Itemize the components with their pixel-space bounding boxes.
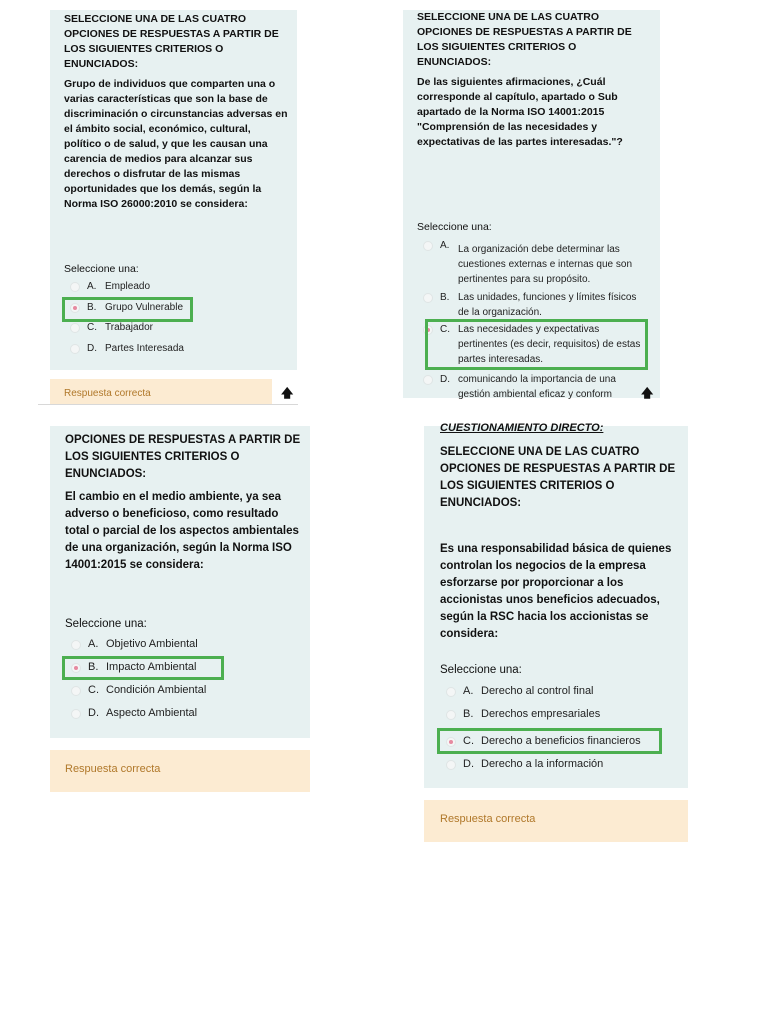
arrow-up-icon[interactable]: 🡅 bbox=[281, 386, 294, 400]
question-header: SELECCIONE UNA DE LAS CUATRO OPCIONES DE RESPUESTAS A PARTIR DE LOS SIGUIENTES CRITERIOS O ENUNCIADOS: bbox=[417, 11, 632, 68]
question-text: Es una responsabilidad básica de quienes controlan los negocios de la empresa esforzarse por proporcionar a los accionistas unos beneficios adecuados, según la RSC hacia los accionistas se considera: bbox=[440, 543, 672, 640]
option-c[interactable]: C. Condición Ambiental bbox=[71, 683, 206, 698]
radio-button[interactable] bbox=[423, 293, 433, 303]
feedback-box bbox=[50, 750, 310, 792]
option-c[interactable]: C. Derecho a beneficios financieros bbox=[446, 734, 641, 749]
question-card-3 bbox=[50, 426, 310, 738]
radio-button[interactable] bbox=[71, 640, 81, 650]
select-label: Seleccione una: bbox=[64, 263, 139, 275]
option-b[interactable]: B. Derechos empresariales bbox=[446, 707, 600, 722]
radio-button[interactable] bbox=[70, 344, 80, 354]
question-header: OPCIONES DE RESPUESTAS A PARTIR DE LOS SIGUIENTES CRITERIOS O ENUNCIADOS: bbox=[65, 434, 301, 480]
answer-highlight bbox=[62, 656, 224, 680]
radio-button[interactable] bbox=[70, 323, 80, 333]
divider bbox=[38, 404, 298, 405]
option-a[interactable]: A. Derecho al control final bbox=[446, 684, 594, 699]
option-c[interactable]: C. Las necesidades y expectativas pertinentes (es decir, requisitos) de estas partes interesadas. bbox=[423, 322, 645, 367]
radio-button[interactable] bbox=[71, 709, 81, 719]
option-d[interactable]: D. comunicando la importancia de una gestión ambiental eficaz y conform bbox=[423, 372, 633, 402]
option-c[interactable]: C. Trabajador bbox=[70, 320, 153, 335]
question-text: El cambio en el medio ambiente, ya sea adverso o beneficioso, como resultado total o parcial de los aspectos ambientales de una organización, según la Norma ISO 14001:2015 se considera: bbox=[65, 491, 299, 571]
question-text: Grupo de individuos que comparten una o varias características que son la base de discriminación o circunstancias adversas en el ámbito social, económico, cultural, político o de salud, y que les causan una carencia de medios para alcanzar sus derechos o disfrutar de las mismas oportunidades que los demás, según la Norma ISO 26000:2010 se considera: bbox=[64, 78, 288, 210]
question-text: De las siguientes afirmaciones, ¿Cuál corresponde al capítulo, apartado o Sub apartado de la Norma ISO 14001:2015 "Comprensión de las necesidades y expectativas de las partes interesadas."? bbox=[417, 76, 623, 148]
option-d[interactable]: D. Partes Interesada bbox=[70, 341, 184, 356]
radio-button[interactable] bbox=[423, 241, 433, 251]
option-b[interactable]: B. Impacto Ambiental bbox=[71, 660, 197, 675]
feedback-text: Respuesta correcta bbox=[64, 388, 151, 399]
select-label: Seleccione una: bbox=[440, 664, 522, 676]
option-d[interactable]: D. Aspecto Ambiental bbox=[71, 706, 197, 721]
option-b[interactable]: B. Las unidades, funciones y límites físicos de la organización. bbox=[423, 290, 645, 320]
answer-highlight bbox=[62, 297, 193, 322]
option-b[interactable]: B. Grupo Vulnerable bbox=[70, 300, 183, 315]
radio-button[interactable] bbox=[71, 686, 81, 696]
feedback-text: Respuesta correcta bbox=[65, 763, 161, 775]
answer-highlight bbox=[425, 319, 648, 370]
question-header: SELECCIONE UNA DE LAS CUATRO OPCIONES DE RESPUESTAS A PARTIR DE LOS SIGUIENTES CRITERIOS O ENUNCIADOS: bbox=[440, 446, 676, 509]
radio-button[interactable] bbox=[446, 760, 456, 770]
arrow-up-icon[interactable]: 🡅 bbox=[641, 386, 654, 400]
radio-button[interactable] bbox=[446, 710, 456, 720]
radio-button[interactable] bbox=[423, 375, 433, 385]
feedback-text: Respuesta correcta bbox=[440, 813, 536, 825]
option-a[interactable]: A. Empleado bbox=[70, 279, 150, 294]
select-label: Seleccione una: bbox=[417, 221, 492, 233]
answer-highlight bbox=[437, 728, 662, 754]
feedback-box bbox=[424, 800, 688, 842]
option-a[interactable]: A. Objetivo Ambiental bbox=[71, 637, 198, 652]
select-label: Seleccione una: bbox=[65, 618, 147, 630]
feedback-box bbox=[50, 379, 272, 405]
option-d[interactable]: D. Derecho a la información bbox=[446, 757, 603, 772]
section-subtitle: CUESTIONAMIENTO DIRECTO: bbox=[440, 422, 604, 434]
question-header: SELECCIONE UNA DE LAS CUATRO OPCIONES DE RESPUESTAS A PARTIR DE LOS SIGUIENTES CRITERIOS O ENUNCIADOS: bbox=[64, 13, 279, 70]
radio-button[interactable] bbox=[70, 282, 80, 292]
option-a[interactable]: A. La organización debe determinar las cuestiones externas e internas que son pertinentes para su propósito. bbox=[423, 238, 645, 287]
radio-button[interactable] bbox=[446, 687, 456, 697]
